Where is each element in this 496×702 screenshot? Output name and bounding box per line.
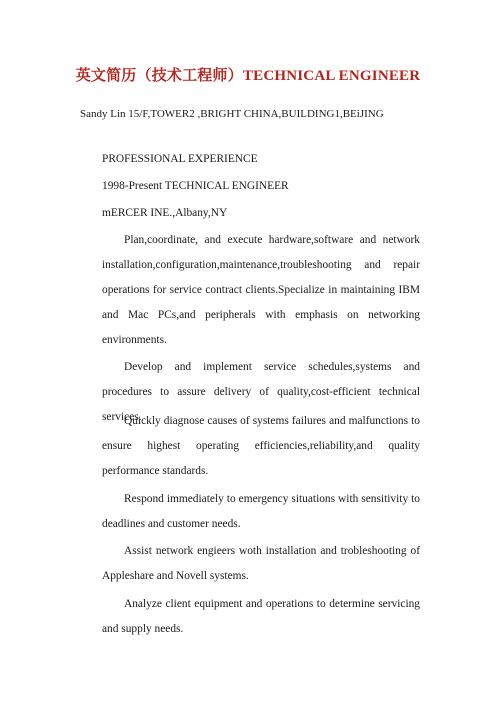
document-title: 英文简历（技术工程师）TECHNICAL ENGINEER (75, 68, 421, 84)
experience-paragraph: Assist network engieers woth installation and trobleshooting of Appleshare and Novell systems. (102, 545, 420, 582)
experience-paragraph: Plan,coordinate, and execute hardware,software and network installation,configuration,maintenance,troubleshooting and repair operations for service contract clients.Specialize in maintaining IBM and Mac PCs,and peripherals with emphasis on networking environments. (102, 234, 420, 346)
section-heading: PROFESSIONAL EXPERIENCE (102, 153, 258, 165)
position-line: 1998-Present TECHNICAL ENGINEER (102, 180, 289, 192)
experience-paragraph: Respond immediately to emergency situations with sensitivity to deadlines and customer needs. (102, 493, 420, 530)
experience-paragraph: Develop and implement service schedules,systems and procedures to assure delivery of quality,cost-efficient technical services. (102, 361, 420, 423)
experience-paragraph: Quickly diagnose causes of systems failures and malfunctions to ensure highest operating efficiencies,reliability,and quality performance standards. (102, 415, 420, 477)
contact-address: Sandy Lin 15/F,TOWER2 ,BRIGHT CHINA,BUILDING1,BEiJING (80, 108, 384, 120)
experience-paragraph: Analyze client equipment and operations to determine servicing and supply needs. (102, 598, 420, 635)
company-line: mERCER INE.,Albany,NY (102, 207, 228, 219)
